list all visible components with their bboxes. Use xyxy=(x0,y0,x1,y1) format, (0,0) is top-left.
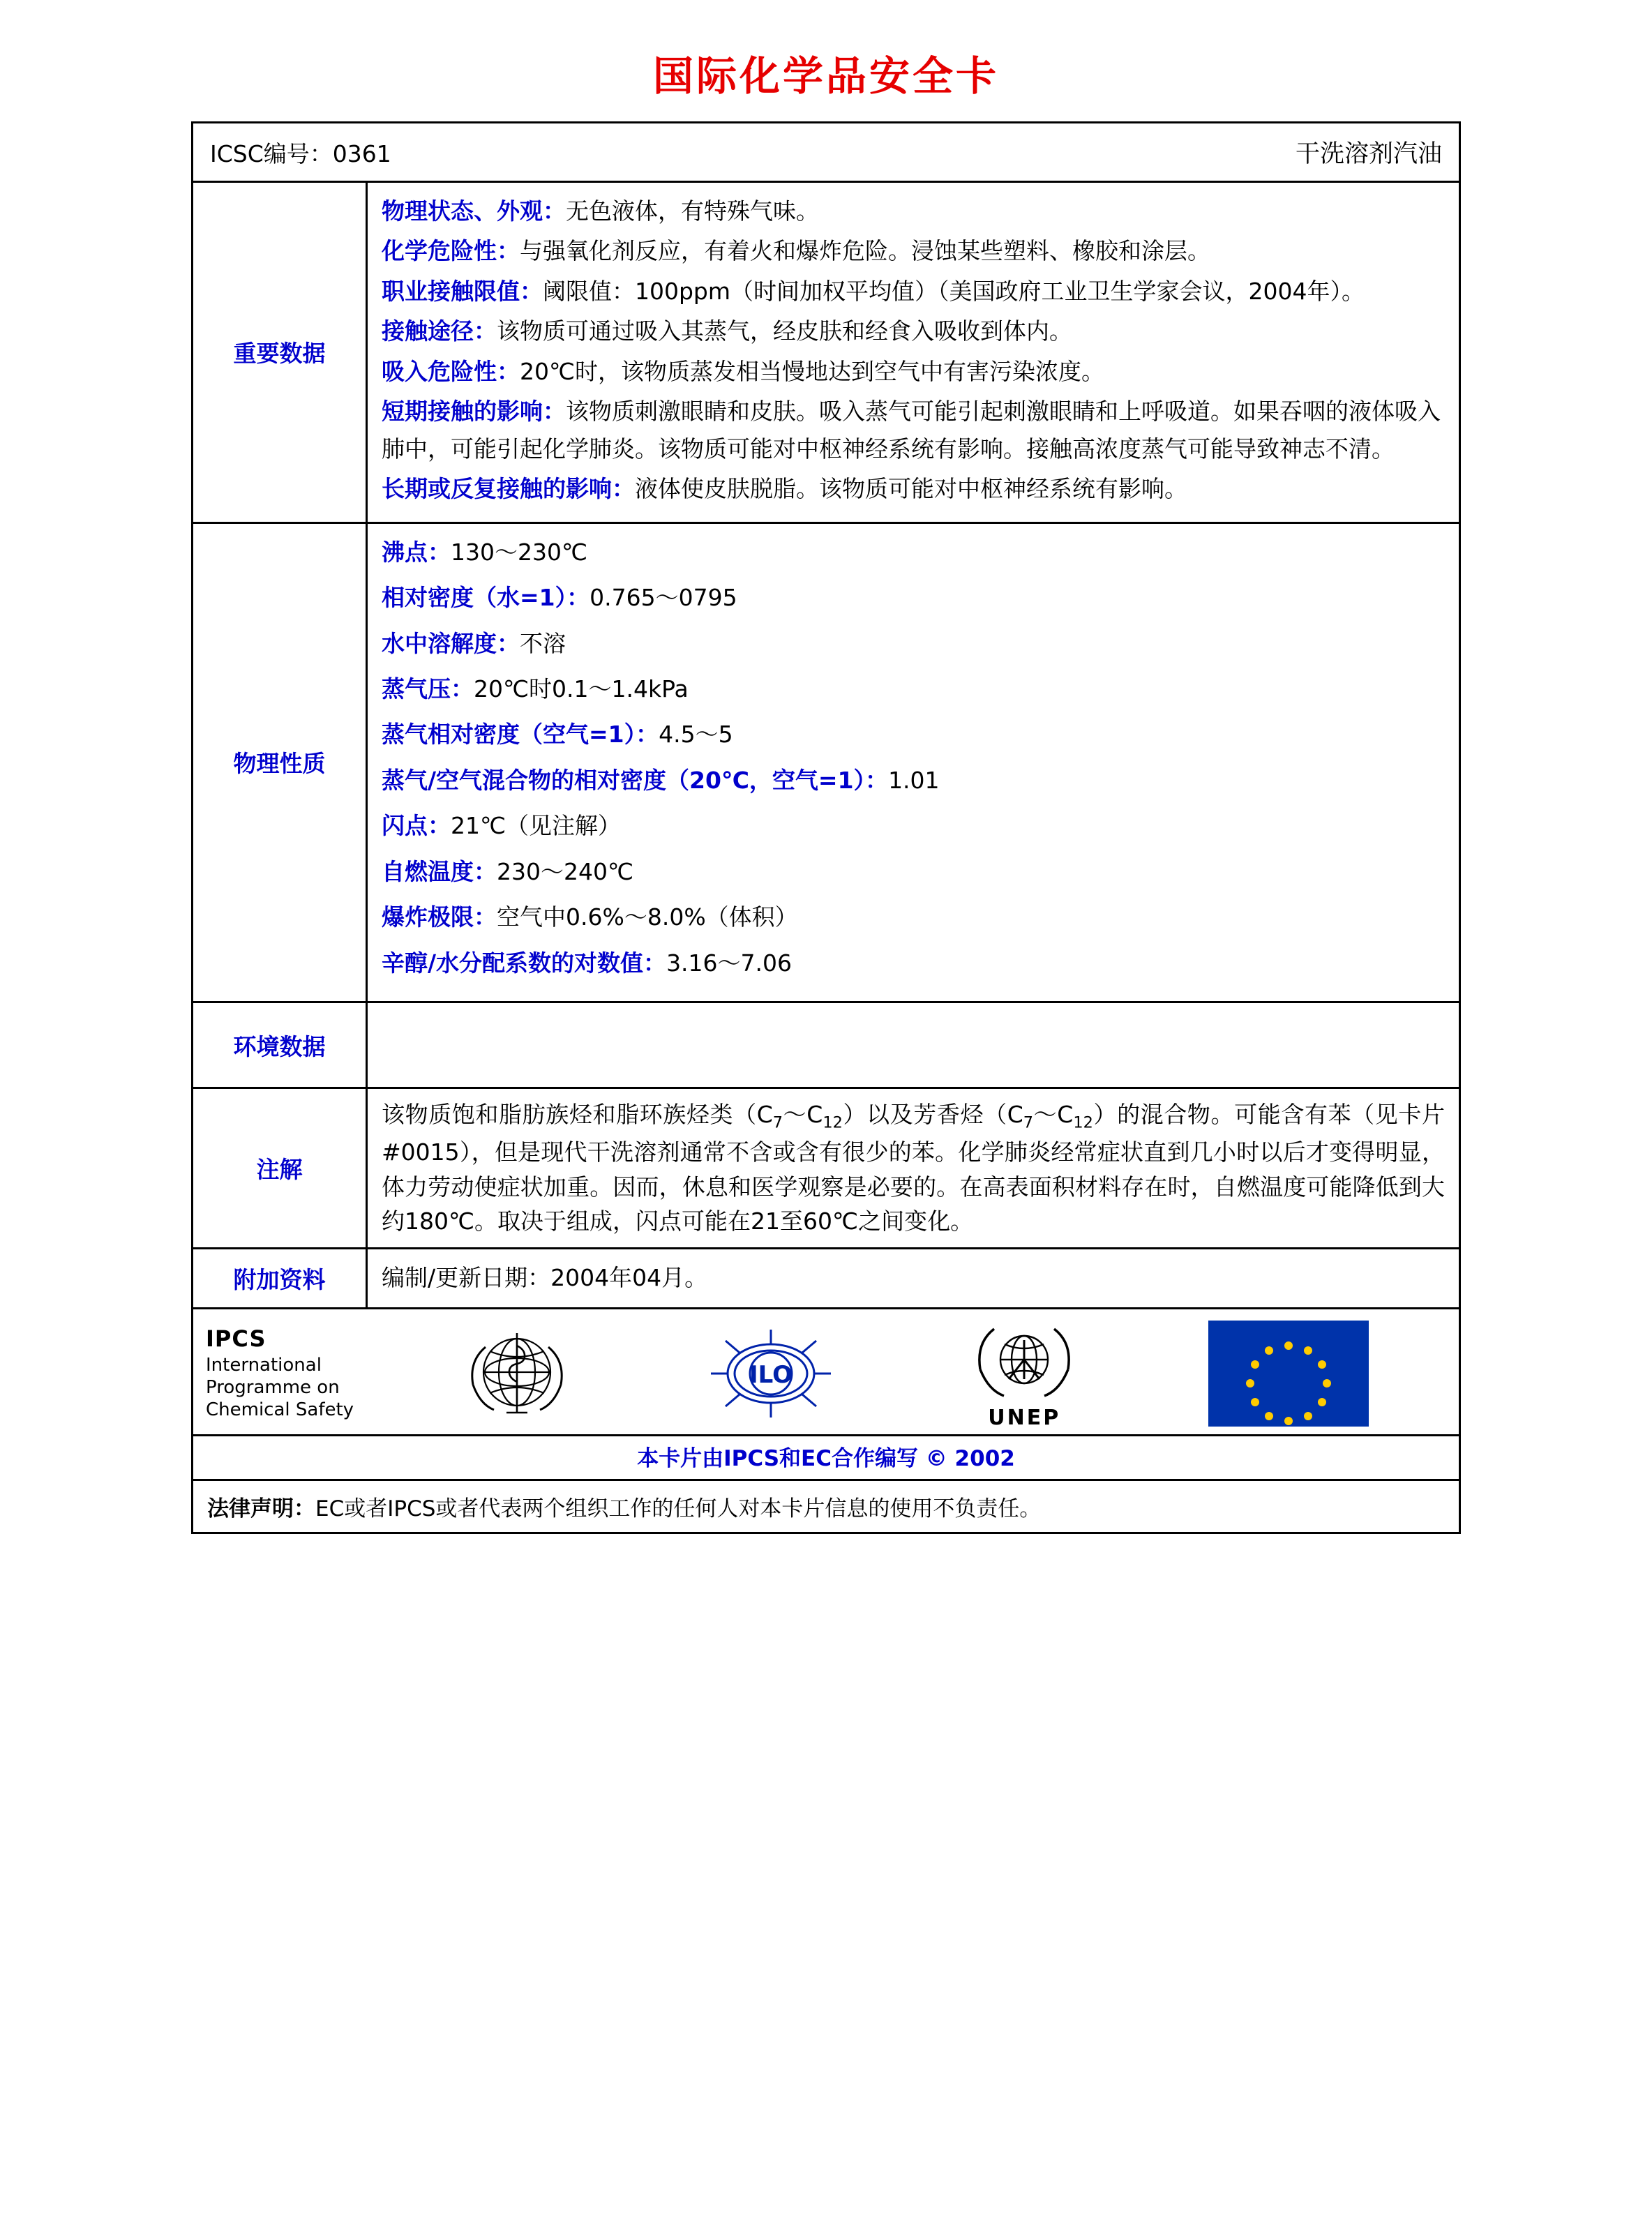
icsc-card xyxy=(191,121,1461,1534)
data-line xyxy=(382,393,1445,467)
notes-text-5: ）的混合物。可能含有苯（见卡片#0015），但是现代干洗溶剂通常不含或含有很少的苯。化学肺炎经常症状直到几小时以后才变得明显，体力劳动使症状加重。因而，休息和医学观察是必要的。在高表面积材料存在时，自燃温度可能降低到大约180℃。取决于组成，闪点可能在21至60℃之间变化。 xyxy=(382,1101,1446,1235)
credit-row xyxy=(193,1436,1459,1481)
section-label-important-data: 重要数据 xyxy=(193,183,368,522)
section-label-physical-properties: 物理性质 xyxy=(193,524,368,1002)
notes-sub-3: 7 xyxy=(1023,1113,1034,1132)
section-content-notes xyxy=(368,1089,1459,1247)
data-key: 爆炸极限： xyxy=(382,903,497,931)
legal-label: 法律声明： xyxy=(207,1496,315,1522)
data-key: 自燃温度： xyxy=(382,857,497,885)
ipcs-abbreviation: IPCS xyxy=(206,1325,266,1353)
data-value: 130～230℃ xyxy=(451,538,588,566)
data-line xyxy=(382,313,1445,349)
data-key: 职业接触限值： xyxy=(382,277,543,305)
data-value: 0.765～0795 xyxy=(590,584,737,612)
section-label-additional-info: 附加资料 xyxy=(193,1249,368,1307)
notes-sub-2: 12 xyxy=(823,1113,843,1132)
organization-logos xyxy=(368,1316,1459,1430)
card-header xyxy=(193,123,1459,183)
ipcs-full-line-1: International xyxy=(206,1355,322,1376)
data-line xyxy=(382,945,1445,982)
ilo-logo xyxy=(701,1321,841,1426)
ipcs-full-name xyxy=(206,1355,368,1421)
legal-text: EC或者IPCS或者代表两个组织工作的任何人对本卡片信息的使用不负责任。 xyxy=(315,1496,1042,1522)
unep-logo xyxy=(965,1316,1083,1430)
legal-notice xyxy=(193,1481,1459,1532)
page-title: 国际化学品安全卡 xyxy=(652,52,999,100)
data-line xyxy=(382,898,1445,935)
icsc-number-block xyxy=(210,136,1296,169)
section-label-environmental-data: 环境数据 xyxy=(193,1003,368,1087)
data-line xyxy=(382,353,1445,390)
data-line xyxy=(382,273,1445,310)
data-key: 蒸气相对密度（空气=1）： xyxy=(382,721,659,749)
data-line xyxy=(382,807,1445,844)
section-content-environmental-data xyxy=(368,1003,1459,1087)
section-important-data xyxy=(193,183,1459,524)
data-value: 液体使皮肤脱脂。该物质可能对中枢神经系统有影响。 xyxy=(635,475,1187,503)
data-value: 与强氧化剂反应，有着火和爆炸危险。浸蚀某些塑料、橡胶和涂层。 xyxy=(520,237,1210,265)
notes-sub-1: 7 xyxy=(772,1113,783,1132)
data-key: 吸入危险性： xyxy=(382,357,520,385)
data-value: 20℃时0.1～1.4kPa xyxy=(474,675,689,702)
svg-text:ILO: ILO xyxy=(749,1360,793,1389)
data-key: 蒸气/空气混合物的相对密度（20℃，空气=1）： xyxy=(382,766,889,794)
data-value: 阈限值：100ppm（时间加权平均值）（美国政府工业卫生学家会议，2004年）。 xyxy=(543,277,1365,305)
data-key: 化学危险性： xyxy=(382,237,520,265)
data-key: 接触途径： xyxy=(382,317,497,345)
data-line xyxy=(382,232,1445,269)
data-value: 3.16～7.06 xyxy=(666,949,793,977)
section-content-additional-info: 编制/更新日期：2004年04月。 xyxy=(382,1263,708,1291)
data-line xyxy=(382,716,1445,753)
data-value: 20℃时，该物质蒸发相当慢地达到空气中有害污染浓度。 xyxy=(520,357,1105,385)
icsc-number: 0361 xyxy=(332,140,391,167)
footer-logos xyxy=(193,1309,1459,1436)
substance-name: 干洗溶剂汽油 xyxy=(1295,140,1442,168)
data-line xyxy=(382,853,1445,890)
data-value: 4.5～5 xyxy=(659,721,733,749)
ipcs-full-line-3: Chemical Safety xyxy=(206,1399,354,1420)
data-value: 21℃（见注解） xyxy=(451,812,622,840)
section-label-notes: 注解 xyxy=(193,1089,368,1247)
unep-label: UNEP xyxy=(988,1406,1061,1431)
data-line xyxy=(382,670,1445,707)
eu-flag xyxy=(1208,1321,1369,1427)
data-line xyxy=(382,193,1445,230)
notes-text-3: ）以及芳香烃（C xyxy=(842,1101,1023,1129)
section-additional-info xyxy=(193,1249,1459,1309)
data-value: 空气中0.6%～8.0%（体积） xyxy=(497,903,798,931)
data-key: 长期或反复接触的影响： xyxy=(382,475,635,503)
data-key: 物理状态、外观： xyxy=(382,197,566,225)
data-line xyxy=(382,762,1445,799)
data-key: 沸点： xyxy=(382,538,451,566)
data-line xyxy=(382,534,1445,571)
data-value: 1.01 xyxy=(888,766,940,794)
icsc-label: ICSC编号： xyxy=(210,140,333,167)
data-value: 该物质可通过吸入其蒸气，经皮肤和经食入吸收到体内。 xyxy=(497,317,1072,345)
data-key: 蒸气压： xyxy=(382,675,474,702)
data-value: 不溶 xyxy=(520,629,566,657)
data-key: 闪点： xyxy=(382,812,451,840)
notes-sub-4: 12 xyxy=(1073,1113,1093,1132)
section-content-important-data xyxy=(368,183,1459,522)
notes-text-4: ～C xyxy=(1033,1101,1074,1129)
who-logo xyxy=(458,1318,576,1429)
credit-text: 本卡片由IPCS和EC合作编写 © 2002 xyxy=(637,1446,1015,1472)
data-line xyxy=(382,470,1445,507)
data-key: 水中溶解度： xyxy=(382,629,520,657)
section-physical-properties xyxy=(193,524,1459,1004)
section-notes xyxy=(193,1089,1459,1249)
data-line xyxy=(382,625,1445,662)
data-value: 该物质刺激眼睛和皮肤。吸入蒸气可能引起刺激眼睛和上呼吸道。如果吞咽的液体吸入肺中，可能引起化学肺炎。该物质可能对中枢神经系统有影响。接触高浓度蒸气可能导致神志不清。 xyxy=(382,398,1441,463)
ipcs-block xyxy=(193,1325,368,1421)
data-key: 相对密度（水=1）： xyxy=(382,584,590,612)
data-value: 无色液体，有特殊气味。 xyxy=(566,197,819,225)
data-line xyxy=(382,579,1445,616)
notes-text-2: ～C xyxy=(783,1101,823,1129)
section-content-physical-properties xyxy=(368,524,1459,1002)
notes-text-1: 该物质饱和脂肪族烃和脂环族烃类（C xyxy=(382,1101,773,1129)
ipcs-full-line-2: Programme on xyxy=(206,1377,340,1398)
data-key: 短期接触的影响： xyxy=(382,398,566,426)
section-environmental-data xyxy=(193,1003,1459,1089)
data-value: 230～240℃ xyxy=(497,857,634,885)
data-key: 辛醇/水分配系数的对数值： xyxy=(382,949,667,977)
